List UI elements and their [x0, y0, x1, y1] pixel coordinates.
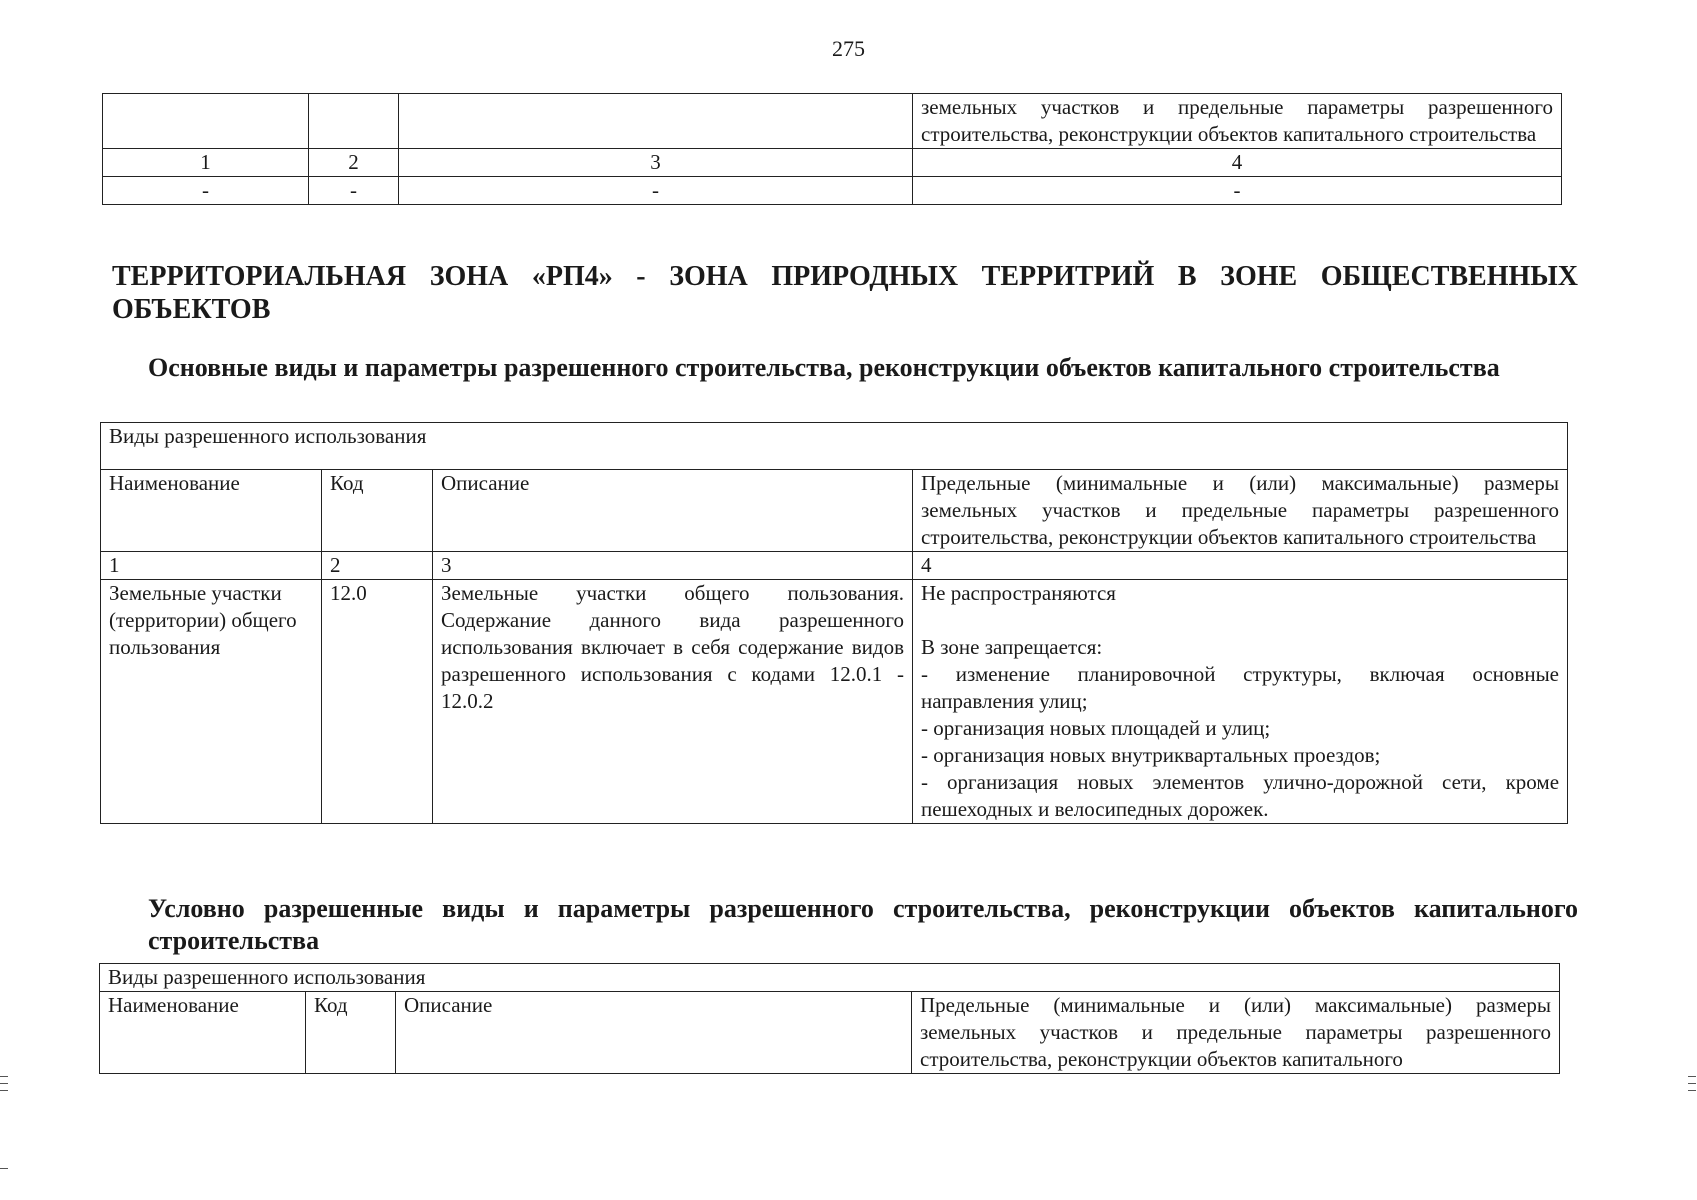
group-header-row [101, 423, 1568, 470]
column-header-row [101, 470, 1568, 552]
column-number-row [101, 552, 1568, 580]
scan-mark [0, 1168, 8, 1169]
scan-mark [1688, 1083, 1696, 1084]
use-name: Земельные участки (территории) общего пользования [101, 580, 322, 824]
conditional-section-heading: Условно разрешенные виды и параметры разрешенного строительства, реконструкции объектов капитального строительства [148, 894, 1578, 955]
column-header-params: Предельные (минимальные и (или) максимальные) размеры земельных участков и предельные параметры разрешенного строительства, реконструкции объектов капитального строительства [913, 470, 1568, 552]
table-cell: 3 [433, 552, 913, 580]
table-row [103, 177, 1562, 205]
list-item: - организация новых площадей и улиц; [921, 716, 1271, 740]
column-header-name: Наименование [100, 992, 306, 1074]
table-cell: - [913, 177, 1562, 205]
table-cell: 2 [309, 149, 399, 177]
params-intro: Не распространяются [921, 581, 1116, 605]
scan-mark [1688, 1090, 1696, 1091]
table-cell: земельных участков и предельные параметры разрешенного строительства, реконструкции объектов капитального строительства [913, 94, 1562, 149]
table-cell: - [399, 177, 913, 205]
page-number: 275 [832, 36, 865, 61]
use-params [913, 580, 1568, 824]
scan-mark [0, 1090, 8, 1091]
zone-heading: ТЕРРИТОРИАЛЬНАЯ ЗОНА «РП4» - ЗОНА ПРИРОДНЫХ ТЕРРИТРИЙ В ЗОНЕ ОБЩЕСТВЕННЫХ ОБЪЕКТОВ [112, 261, 1578, 325]
use-description: Земельные участки общего пользования. Содержание данного вида разрешенного использования включает в себя содержание видов разрешенного использования с кодами 12.0.1 - 12.0.2 [433, 580, 913, 824]
table-cell: 4 [913, 552, 1568, 580]
conditional-uses-table [99, 963, 1560, 1074]
continued-table [102, 93, 1562, 205]
table-cell [309, 94, 399, 149]
table-cell: 2 [322, 552, 433, 580]
list-item: - изменение планировочной структуры, включая основные направления улиц; [921, 662, 1560, 713]
table-cell [103, 94, 309, 149]
params-ban-title: В зоне запрещается: [921, 635, 1103, 659]
list-item: - организация новых элементов улично-дорожной сети, кроме пешеходных и велосипедных дорожек. [921, 770, 1560, 821]
column-header-params: Предельные (минимальные и (или) максимальные) размеры земельных участков и предельные параметры разрешенного строительства, реконструкции объектов капитального [912, 992, 1560, 1074]
main-section-heading: Основные виды и параметры разрешенного строительства, реконструкции объектов капитального строительства [148, 353, 1500, 382]
scan-mark [1688, 1076, 1696, 1077]
table-cell [399, 94, 913, 149]
table-cell: 4 [913, 149, 1562, 177]
scan-mark [0, 1083, 8, 1084]
group-header: Виды разрешенного использования [101, 423, 1568, 470]
table-row [101, 580, 1568, 824]
column-header-description: Описание [396, 992, 912, 1074]
column-header-code: Код [322, 470, 433, 552]
main-uses-table [100, 422, 1568, 824]
column-header-row [100, 992, 1560, 1074]
column-header-code: Код [306, 992, 396, 1074]
group-header: Виды разрешенного использования [100, 964, 1560, 992]
column-header-description: Описание [433, 470, 913, 552]
table-cell: 3 [399, 149, 913, 177]
blank-line [921, 607, 1559, 634]
restriction-list [921, 661, 1559, 823]
table-cell: 1 [103, 149, 309, 177]
group-header-row [100, 964, 1560, 992]
table-cell: - [309, 177, 399, 205]
scan-mark [0, 1076, 8, 1077]
use-code: 12.0 [322, 580, 433, 824]
table-cell: - [103, 177, 309, 205]
column-header-name: Наименование [101, 470, 322, 552]
table-cell: 1 [101, 552, 322, 580]
column-number-row [103, 149, 1562, 177]
table-row [103, 94, 1562, 149]
list-item: - организация новых внутриквартальных проездов; [921, 743, 1381, 767]
